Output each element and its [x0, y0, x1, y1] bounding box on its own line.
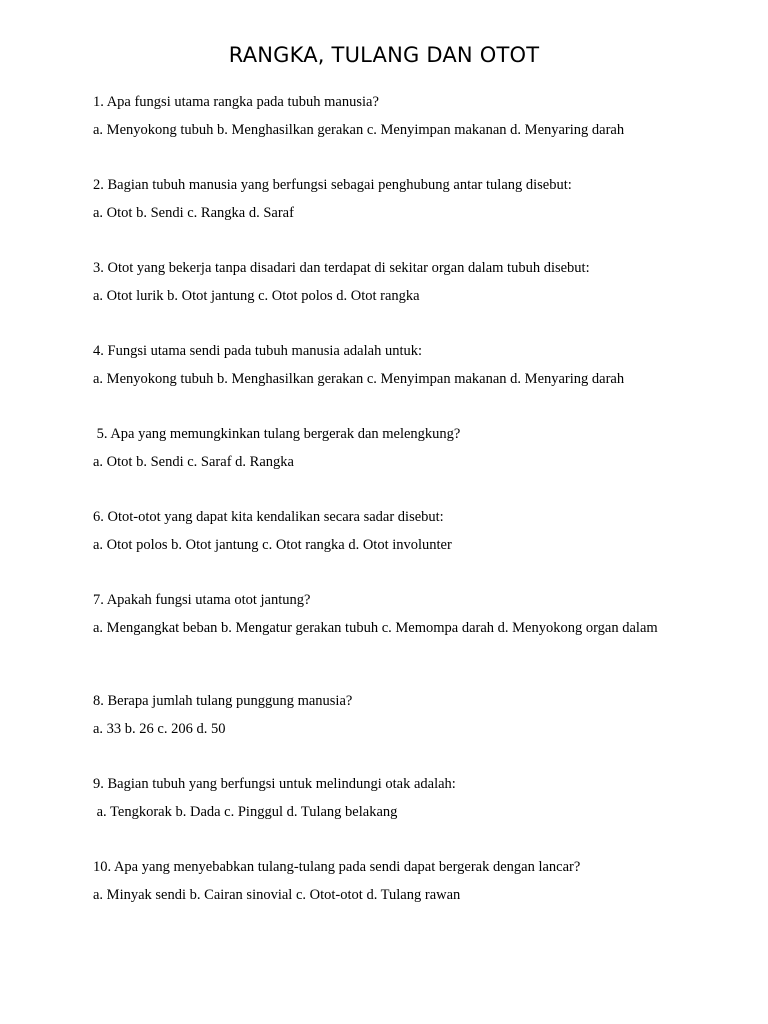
- question-item: [93, 93, 683, 176]
- page-title: RANGKA, TULANG DAN OTOT: [228, 43, 540, 67]
- question-item: [93, 775, 683, 858]
- question-item: [93, 425, 683, 508]
- question-item: [93, 591, 683, 692]
- question-text: 9. Bagian tubuh yang berfungsi untuk melindungi otak adalah:: [93, 776, 456, 792]
- question-options: a. Tengkorak b. Dada c. Pinggul d. Tulang belakang: [93, 804, 398, 820]
- question-options: a. Menyokong tubuh b. Menghasilkan gerakan c. Menyimpan makanan d. Menyaring darah: [93, 122, 625, 138]
- question-options: a. Mengangkat beban b. Mengatur gerakan tubuh c. Memompa darah d. Menyokong organ dalam: [93, 620, 658, 636]
- question-item: [93, 508, 683, 591]
- question-list: [93, 93, 683, 941]
- question-options: a. Otot polos b. Otot jantung c. Otot rangka d. Otot involunter: [93, 537, 452, 553]
- question-text: 6. Otot-otot yang dapat kita kendalikan secara sadar disebut:: [93, 509, 444, 525]
- question-item: [93, 259, 683, 342]
- question-text: 5. Apa yang memungkinkan tulang bergerak dan melengkung?: [93, 426, 461, 442]
- question-text: 3. Otot yang bekerja tanpa disadari dan terdapat di sekitar organ dalam tubuh disebut:: [93, 260, 590, 276]
- question-options: a. Otot lurik b. Otot jantung c. Otot polos d. Otot rangka: [93, 288, 420, 304]
- question-options: a. Minyak sendi b. Cairan sinovial c. Otot-otot d. Tulang rawan: [93, 887, 461, 903]
- question-text: 7. Apakah fungsi utama otot jantung?: [93, 592, 311, 608]
- question-text: 2. Bagian tubuh manusia yang berfungsi sebagai penghubung antar tulang disebut:: [93, 177, 572, 193]
- question-item: [93, 342, 683, 425]
- question-options: a. Menyokong tubuh b. Menghasilkan gerakan c. Menyimpan makanan d. Menyaring darah: [93, 371, 625, 387]
- question-item: [93, 692, 683, 775]
- question-item: [93, 858, 683, 941]
- question-text: 8. Berapa jumlah tulang punggung manusia?: [93, 693, 353, 709]
- question-text: 4. Fungsi utama sendi pada tubuh manusia adalah untuk:: [93, 343, 423, 359]
- question-text: 1. Apa fungsi utama rangka pada tubuh manusia?: [93, 94, 379, 110]
- question-options: a. 33 b. 26 c. 206 d. 50: [93, 721, 226, 737]
- question-text: 10. Apa yang menyebabkan tulang-tulang pada sendi dapat bergerak dengan lancar?: [93, 859, 581, 875]
- question-options: a. Otot b. Sendi c. Rangka d. Saraf: [93, 205, 294, 221]
- question-options: a. Otot b. Sendi c. Saraf d. Rangka: [93, 454, 294, 470]
- question-item: [93, 176, 683, 259]
